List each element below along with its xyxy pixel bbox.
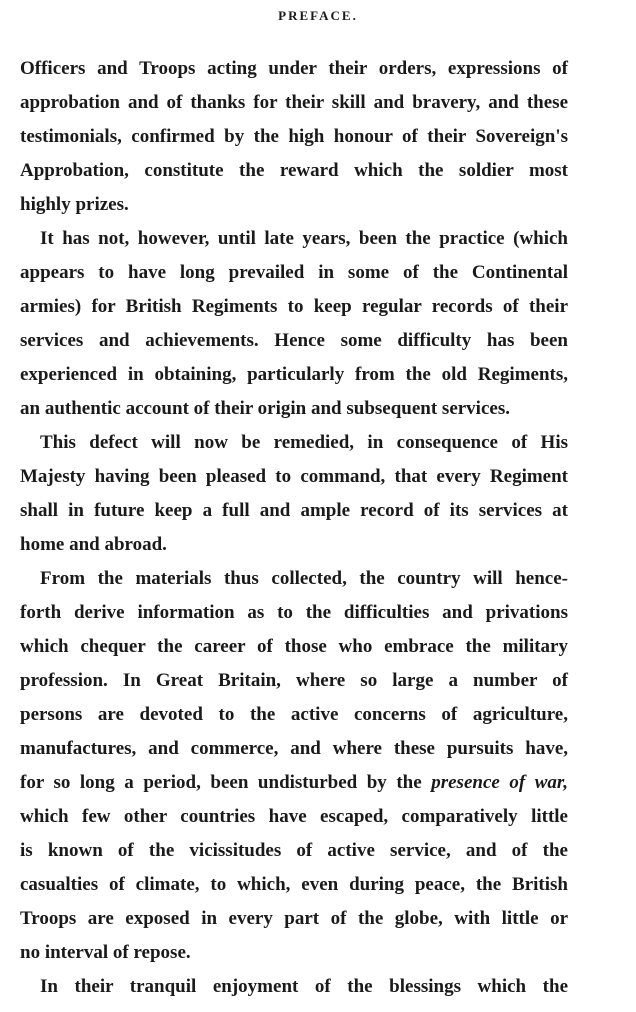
text-line: Officers and Troops acting under their orders, expressions of: [20, 58, 568, 79]
text-line: casualties of climate, to which, even during peace, the British: [20, 874, 568, 895]
text-line: which chequer the career of those who embrace the military: [20, 636, 568, 657]
text-line: services and achievements. Hence some difficulty has been: [20, 330, 568, 351]
text-line: which few other countries have escaped, comparatively little: [20, 806, 568, 827]
text-line: manufactures, and commerce, and where these pursuits have,: [20, 738, 568, 759]
text-line: highly prizes.: [20, 194, 129, 215]
text-line: armies) for British Regiments to keep regular records of their: [20, 296, 568, 317]
text-line: approbation and of thanks for their skill and bravery, and these: [20, 92, 568, 113]
text-line: Troops are exposed in every part of the globe, with little or: [20, 908, 568, 929]
text-line: testimonials, confirmed by the high honour of their Sovereign's: [20, 126, 568, 147]
text-line: From the materials thus collected, the country will hence-: [40, 568, 568, 589]
text-line: This defect will now be remedied, in consequence of His: [40, 432, 568, 453]
paragraph-1: [20, 56, 568, 226]
text-line: shall in future keep a full and ample record of its services at: [20, 500, 568, 521]
text-line: home and abroad.: [20, 534, 167, 555]
text-line: an authentic account of their origin and subsequent services.: [20, 398, 510, 419]
running-head: PREFACE.: [278, 8, 358, 23]
text-line-lead: for so long a period, been undisturbed by the: [20, 772, 422, 793]
paragraph-3: [20, 430, 568, 566]
italic-phrase: presence of war,: [431, 772, 568, 793]
text-line: appears to have long prevailed in some of the Continental: [20, 262, 568, 283]
text-line: no interval of repose.: [20, 942, 191, 963]
text-line-with-italic: [20, 770, 568, 804]
text-line: is known of the vicissitudes of active service, and of the: [20, 840, 568, 861]
text-line: persons are devoted to the active concerns of agriculture,: [20, 704, 568, 725]
text-line: Majesty having been pleased to command, that every Regiment: [20, 466, 568, 487]
text-line: Approbation, constitute the reward which the soldier most: [20, 160, 568, 181]
paragraph-5: [20, 974, 568, 1008]
body-text: [20, 56, 568, 1008]
text-line: forth derive information as to the difficulties and privations: [20, 602, 568, 623]
text-line: profession. In Great Britain, where so large a number of: [20, 670, 568, 691]
paragraph-2: [20, 226, 568, 430]
paragraph-4: [20, 566, 568, 974]
text-line: experienced in obtaining, particularly from the old Regiments,: [20, 364, 568, 385]
text-line: In their tranquil enjoyment of the blessings which the: [40, 976, 568, 997]
text-line: It has not, however, until late years, been the practice (which: [40, 228, 568, 249]
